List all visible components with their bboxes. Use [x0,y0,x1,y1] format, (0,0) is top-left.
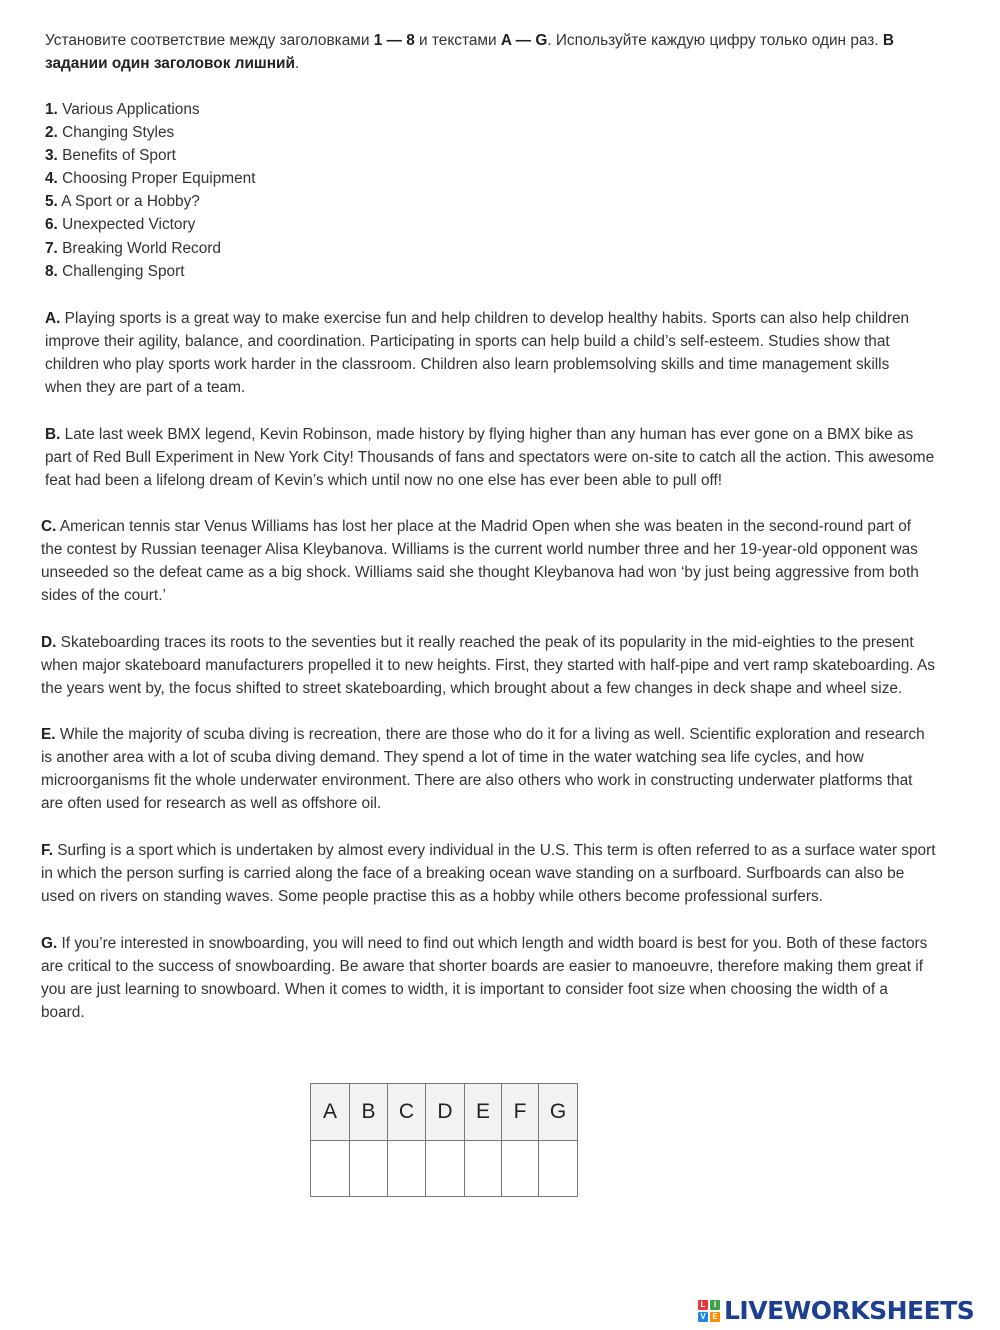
heading-number: 7. [45,239,58,257]
heading-text: Various Applications [57,101,200,118]
text-b-paragraph [45,423,940,492]
instruction-part2: и текстами [414,32,501,49]
text-e-paragraph [41,723,936,815]
answer-header-a: A [311,1084,350,1141]
logo-mark-e: E [710,1312,720,1322]
answer-table-header-row [311,1084,578,1141]
heading-item [45,98,255,121]
heading-number: 4. [45,170,58,188]
heading-text: A Sport or a Hobby? [57,193,200,211]
answer-cell-e[interactable] [465,1141,502,1197]
instruction-range-headings: 1 — 8 [373,32,415,49]
answer-cell-b[interactable] [350,1141,388,1197]
headings-list [45,98,255,283]
answer-header-f: F [502,1084,539,1141]
heading-item [45,167,255,190]
logo-mark-l: L [698,1300,708,1310]
instruction-part1: Установите соответствие между заголовками [45,32,374,49]
text-body: Skateboarding traces its roots to the seventies but it really reached the peak of its popularity in the mid-eighties to the present when major skateboard manufacturers propelled it to new heights. First, they started with half-pipe and vert ramp skateboarding. As the years went by, the focus shifted to street skateboarding, which brought about a few changes in deck shape and wheel size. [41,634,935,698]
heading-text: Changing Styles [57,124,175,142]
text-letter: F. [41,842,53,859]
liveworksheets-logo [698,1296,974,1326]
text-c-paragraph [41,515,931,607]
instruction-range-texts: A — G [500,32,548,49]
answer-cell-d[interactable] [426,1141,465,1197]
instruction-part3: . Используйте каждую цифру только один раз. [547,32,883,49]
answer-cell-g[interactable] [539,1141,578,1197]
answer-header-c: C [388,1084,426,1141]
text-body: Playing sports is a great way to make exercise fun and help children to develop healthy habits. Sports can also help children improve their agility, balance, and coordination. Participating in sports can help build a child’s self-esteem. Studies show that children who play sports work harder in the classroom. Children also learn problemsolving skills and time management skills when they are part of a team. [45,310,910,397]
text-body: American tennis star Venus Williams has lost her place at the Madrid Open when she was beaten in the second-round part of the contest by Russian teenager Alisa Kleybanova. Williams is the current world number three and her 19-year-old opponent was unseeded so the defeat came as a big shock. Williams said she thought Kleybanova had won ‘by just being aggressive from both sides of the court.’ [41,518,919,605]
text-body: Late last week BMX legend, Kevin Robinson, made history by flying higher than any human has ever gone on a BMX bike as part of Red Bull Experiment in New York City! Thousands of fans and spectators were on-site to catch all the action. This awesome feat had been a lifelong dream of Kevin’s which until now no one else has ever been able to pull off! [45,426,935,490]
heading-item [45,260,255,283]
answer-cell-c[interactable] [388,1141,426,1197]
text-letter: G. [41,935,58,952]
heading-number: 5. [45,193,58,211]
heading-text: Challenging Sport [57,262,185,280]
text-letter: B. [45,426,61,443]
answer-cell-a[interactable] [311,1141,350,1197]
heading-text: Benefits of Sport [57,147,176,165]
heading-item [45,213,255,236]
instruction-end: . [294,55,300,73]
logo-mark-icon [698,1300,720,1322]
answer-header-b: B [350,1084,388,1141]
heading-text: Choosing Proper Equipment [57,170,256,188]
text-body: Surfing is a sport which is undertaken by almost every individual in the U.S. This term is often referred to as a surface water sport in which the person surfing is carried along the face of a breaking ocean wave standing on a surfboard. Surfboards can also be used on rivers on standing waves. Some people practise this as a hobby while others become professional surfers. [41,842,936,906]
answer-header-g: G [539,1084,578,1141]
text-f-paragraph [41,839,936,908]
heading-number: 3. [45,147,58,165]
task-instruction [45,29,925,75]
answer-header-d: D [426,1084,465,1141]
heading-text: Breaking World Record [57,239,221,257]
heading-number: 8. [45,262,58,280]
text-letter: A. [45,310,61,327]
heading-number: 6. [45,216,58,234]
heading-text: Unexpected Victory [57,216,196,234]
text-letter: C. [41,518,57,535]
heading-number: 2. [45,124,58,142]
instruction-bold-note: В задании один заголовок лишний [45,32,895,73]
answer-table-input-row [311,1141,578,1197]
text-letter: D. [41,634,57,651]
answer-header-e: E [465,1084,502,1141]
heading-item [45,144,255,167]
heading-number: 1. [45,101,58,118]
answer-table [310,1083,578,1197]
text-body: If you’re interested in snowboarding, you will need to find out which length and width board is best for you. Both of these factors are critical to the success of snowboarding. Be aware that shorter boards are easier to manoeuvre, therefore making them great if you are just learning to snowboard. When it comes to width, it is important to consider foot size when choosing the width of a board. [41,935,928,1022]
text-a-paragraph [45,307,925,399]
answer-cell-f[interactable] [502,1141,539,1197]
text-body: While the majority of scuba diving is recreation, there are those who do it for a living as well. Scientific exploration and research is another area with a lot of scuba diving demand. They spend a lot of time in the water watching sea life cycles, and how microorganisms fit the whole underwater environment. There are also others who work in constructing underwater platforms that are often used for research as well as offshore oil. [41,726,925,813]
heading-item [45,121,255,144]
heading-item [45,190,255,213]
text-d-paragraph [41,631,936,700]
text-letter: E. [41,726,56,743]
heading-item [45,237,255,260]
text-g-paragraph [41,932,931,1024]
logo-mark-v: V [698,1312,708,1322]
logo-text: LIVEWORKSHEETS [724,1296,975,1326]
logo-mark-i: I [710,1300,720,1310]
